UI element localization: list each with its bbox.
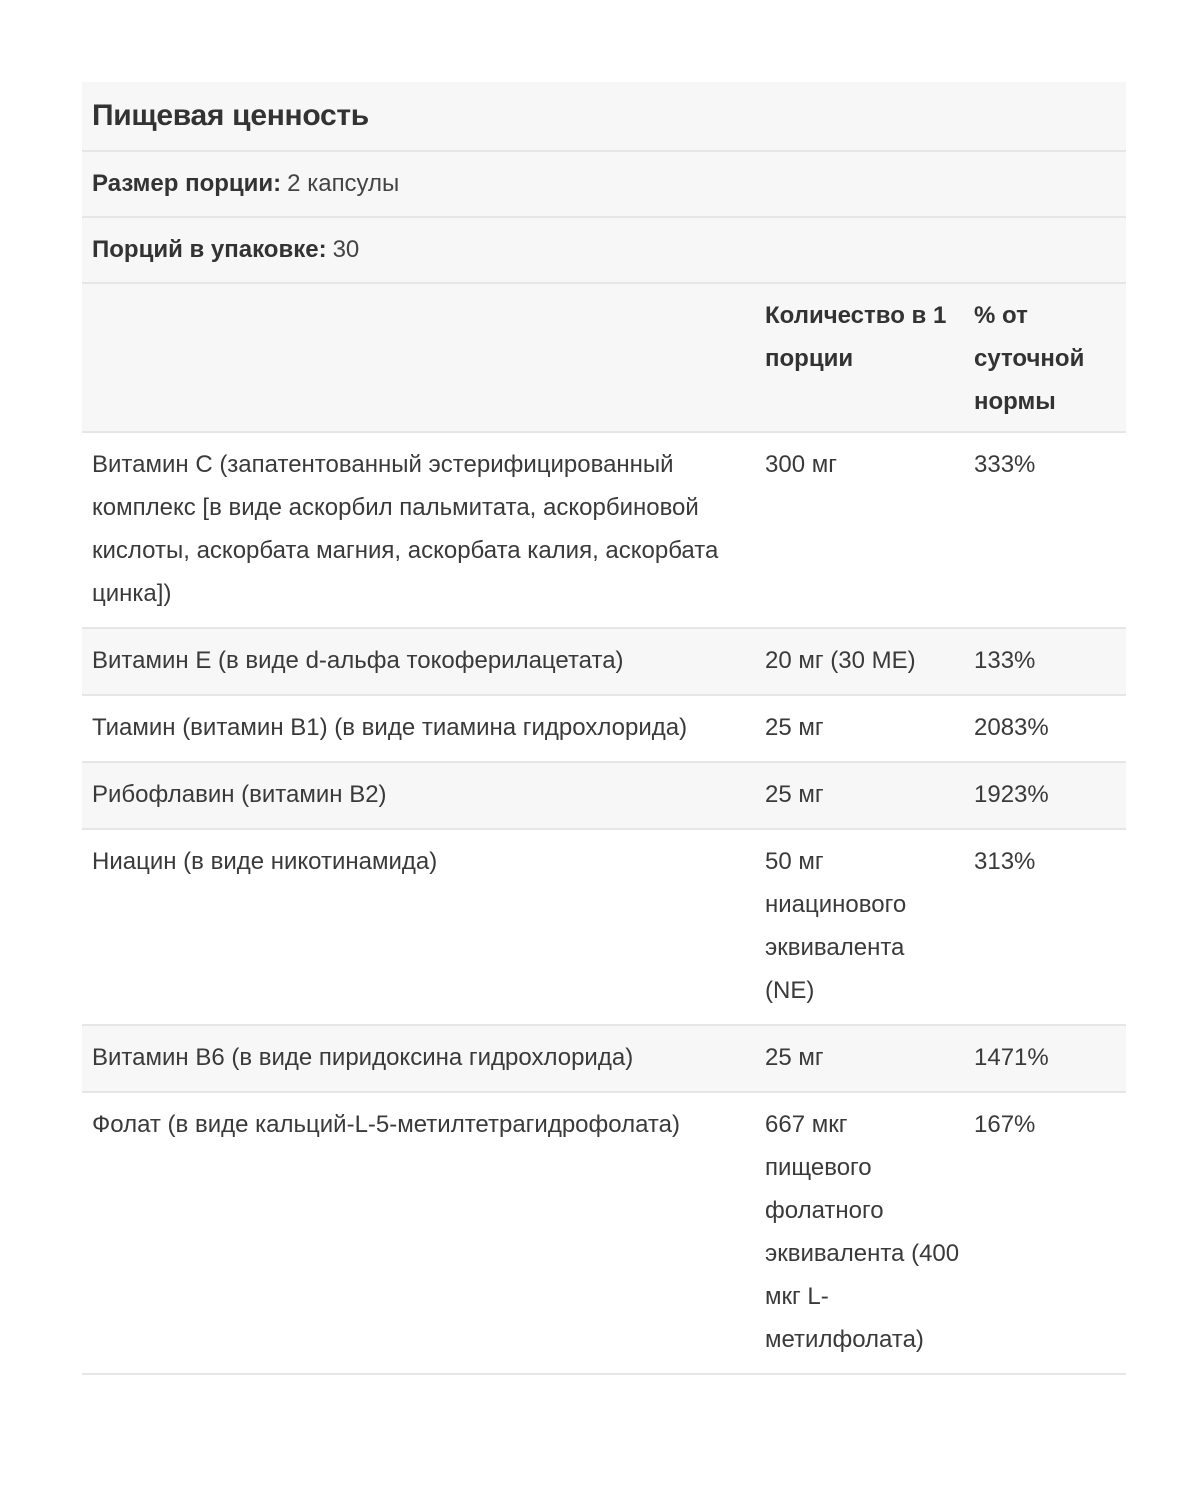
nutrient-daily-value: 313% bbox=[974, 848, 1036, 875]
nutrient-amount: 50 мг ниацинового эквивалента (NE) bbox=[765, 848, 907, 1004]
nutrient-daily-value: 333% bbox=[974, 451, 1036, 478]
table-row bbox=[82, 433, 1126, 629]
nutrition-title-row bbox=[82, 82, 1126, 152]
servings-per-container-label: Порций в упаковке: bbox=[92, 236, 327, 263]
table-row bbox=[82, 763, 1126, 830]
nutrient-amount: 25 мг bbox=[765, 781, 824, 808]
serving-size-value: 2 капсулы bbox=[287, 170, 400, 197]
table-row bbox=[82, 629, 1126, 696]
table-row bbox=[82, 1026, 1126, 1093]
header-daily-value: % от суточной нормы bbox=[974, 302, 1085, 415]
table-header-row bbox=[82, 284, 1126, 433]
serving-size-row bbox=[82, 152, 1126, 218]
table-row bbox=[82, 830, 1126, 1026]
nutrient-amount: 25 мг bbox=[765, 714, 824, 741]
nutrition-title: Пищевая ценность bbox=[92, 99, 369, 132]
nutrient-daily-value: 167% bbox=[974, 1111, 1036, 1138]
nutrient-name: Фолат (в виде кальций-L-5-метилтетрагидрофолата) bbox=[92, 1111, 680, 1138]
servings-per-container-row bbox=[82, 218, 1126, 284]
nutrient-daily-value: 1923% bbox=[974, 781, 1049, 808]
nutrient-name: Ниацин (в виде никотинамида) bbox=[92, 848, 438, 875]
nutrient-name: Тиамин (витамин B1) (в виде тиамина гидрохлорида) bbox=[92, 714, 688, 741]
table-row bbox=[82, 696, 1126, 763]
header-name bbox=[82, 294, 765, 423]
nutrition-facts-panel bbox=[82, 82, 1126, 1375]
nutrient-name: Рибофлавин (витамин B2) bbox=[92, 781, 387, 808]
nutrient-amount: 25 мг bbox=[765, 1044, 824, 1071]
nutrient-amount: 20 мг (30 МЕ) bbox=[765, 647, 916, 674]
nutrient-daily-value: 1471% bbox=[974, 1044, 1049, 1071]
nutrient-amount: 300 мг bbox=[765, 451, 837, 478]
nutrient-name: Витамин E (в виде d-альфа токоферилацетата) bbox=[92, 647, 624, 674]
nutrient-rows bbox=[82, 433, 1126, 1375]
servings-per-container-value: 30 bbox=[332, 236, 360, 263]
nutrient-daily-value: 133% bbox=[974, 647, 1036, 674]
table-row bbox=[82, 1093, 1126, 1375]
nutrient-amount: 667 мкг пищевого фолатного эквивалента (400 мкг L-метилфолата) bbox=[765, 1111, 960, 1353]
nutrient-daily-value: 2083% bbox=[974, 714, 1049, 741]
header-amount: Количество в 1 порции bbox=[765, 302, 947, 372]
nutrient-name: Витамин C (запатентованный эстерифицированный комплекс [в виде аскорбил пальмитата, аскорбиновой кислоты, аскорбата магния, аскорбата калия, аскорбата цинка]) bbox=[92, 451, 719, 607]
nutrient-name: Витамин B6 (в виде пиридоксина гидрохлорида) bbox=[92, 1044, 634, 1071]
serving-size-label: Размер порции: bbox=[92, 170, 282, 197]
